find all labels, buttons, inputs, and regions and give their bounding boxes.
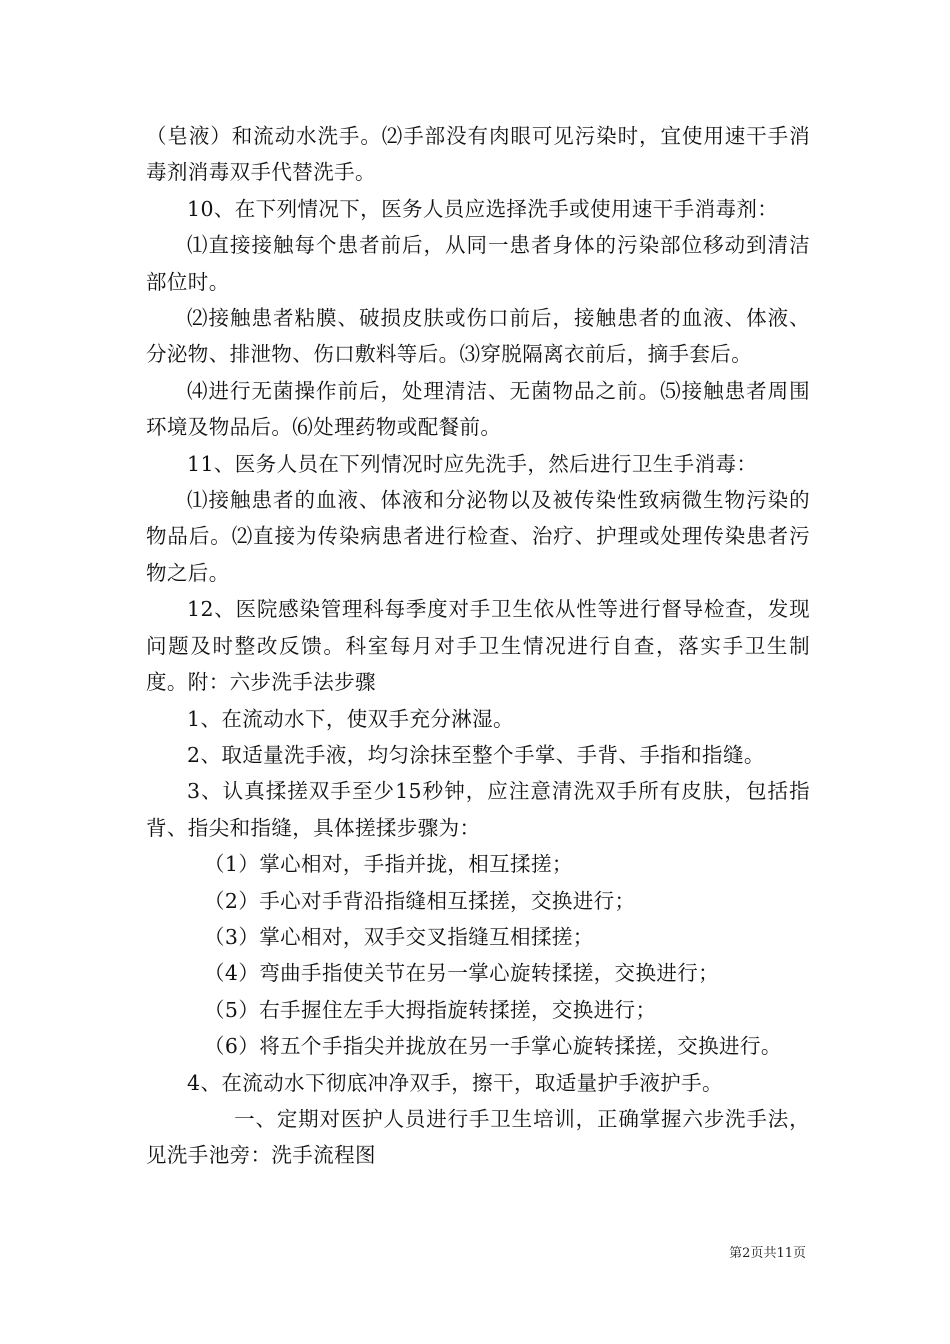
list-item: 3、认真揉搓双手至少15秒钟，应注意清洗双手所有皮肤，包括指背、指尖和指缝，具体搓揉步骤为：	[146, 779, 810, 840]
paragraph: ⑴接触患者的血液、体液和分泌物以及被传染性致病微生物污染的物品后。⑵直接为传染病患者进行检查、治疗、护理或处理传染患者污物之后。	[146, 488, 810, 585]
paragraph: ⑵接触患者粘膜、破损皮肤或伤口前后，接触患者的血液、体液、分泌物、排泄物、伤口敷料等后。⑶穿脱隔离衣前后，摘手套后。	[146, 306, 810, 367]
page-number-footer: 第2页共11页	[729, 1246, 806, 1261]
paragraph: 11、医务人员在下列情况时应先洗手，然后进行卫生手消毒：	[187, 451, 758, 476]
paragraph: ⑴直接接触每个患者前后，从同一患者身体的污染部位移动到清洁部位时。	[146, 233, 810, 294]
paragraph: ⑷进行无菌操作前后，处理清洁、无菌物品之前。⑸接触患者周围环境及物品后。⑹处理药物或配餐前。	[146, 378, 810, 440]
paragraph: 一、定期对医护人员进行手卫生培训，正确掌握六步洗手法，见洗手池旁：洗手流程图	[146, 1106, 810, 1168]
paragraph: 12、医院感染管理科每季度对手卫生依从性等进行督导检查，发现问题及时整改反馈。科室每月对手卫生情况进行自查，落实手卫生制度。附：六步洗手法步骤	[146, 597, 810, 695]
sub-list-item: （2）手心对手背沿指缝相互揉搓，交换进行；	[204, 888, 636, 913]
list-item: 2、取适量洗手液，均匀涂抹至整个手掌、手背、手指和指缝。	[187, 742, 765, 767]
sub-list-item: （1）掌心相对，手指并拢，相互揉搓；	[204, 852, 573, 877]
document-body	[146, 118, 810, 1174]
sub-list-item: （6）将五个手指尖并拢放在另一手掌心旋转揉搓，交换进行。	[204, 1034, 782, 1059]
paragraph: （皂液）和流动水洗手。⑵手部没有肉眼可见污染时，宜使用速干手消毒剂消毒双手代替洗手。	[146, 124, 810, 185]
list-item: 4、在流动水下彻底冲净双手，擦干，取适量护手液护手。	[187, 1070, 723, 1095]
paragraph: 10、在下列情况下，医务人员应选择洗手或使用速干手消毒剂：	[187, 196, 779, 221]
list-item: 1、在流动水下，使双手充分淋湿。	[187, 706, 514, 731]
sub-list-item: （3）掌心相对，双手交叉指缝互相揉搓；	[204, 924, 594, 949]
sub-list-item: （4）弯曲手指使关节在另一掌心旋转揉搓，交换进行；	[204, 961, 720, 986]
sub-list-item: （5）右手握住左手大拇指旋转揉搓，交换进行；	[204, 997, 657, 1022]
